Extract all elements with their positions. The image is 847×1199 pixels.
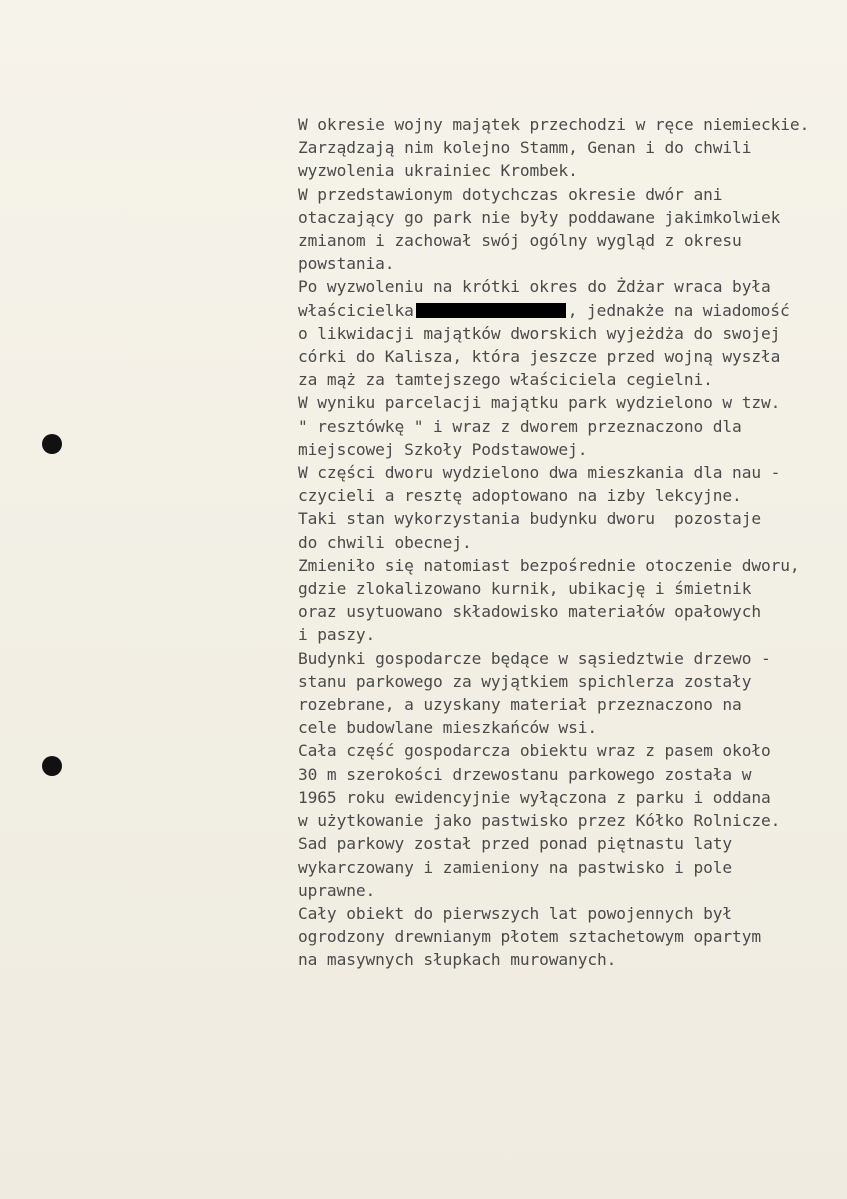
text-line: W części dworu wydzielono dwa mieszkania dla nau - [298, 463, 781, 483]
typewritten-text [298, 113, 843, 972]
text-line: 30 m szerokości drzewostanu parkowego została w [298, 764, 752, 784]
text-line: czycieli a resztę adoptowano na izby lekcyjne. [298, 486, 742, 506]
text-line: córki do Kalisza, która jeszcze przed wojną wyszła [298, 347, 781, 367]
text-line: 1965 roku ewidencyjnie wyłączona z parku i oddana [298, 787, 771, 807]
punch-hole-top [42, 434, 62, 454]
text-segment: , jednakże na wiadomość [567, 300, 790, 320]
text-line: Zarządzają nim kolejno Stamm, Genan i do chwili [298, 138, 752, 158]
text-line: Cały obiekt do pierwszych lat powojennych był [298, 903, 733, 923]
text-line: i paszy. [298, 625, 376, 645]
text-line: miejscowej Szkoły Podstawowej. [298, 439, 588, 459]
text-line: otaczający go park nie były poddawane jakimkolwiek [298, 207, 781, 227]
text-line: gdzie zlokalizowano kurnik, ubikację i śmietnik [298, 579, 752, 599]
text-line: powstania. [298, 254, 395, 274]
text-line: ogrodzony drewnianym płotem sztachetowym opartym [298, 927, 761, 947]
text-line: do chwili obecnej. [298, 532, 472, 552]
text-line: Taki stan wykorzystania budynku dworu pozostaje [298, 509, 761, 529]
text-line: w użytkowanie jako pastwisko przez Kółko Rolnicze. [298, 811, 781, 831]
text-line: wykarczowany i zamieniony na pastwisko i pole [298, 857, 733, 877]
text-line: o likwidacji majątków dworskich wyjeżdża do swojej [298, 323, 781, 343]
redaction-bar [416, 303, 566, 318]
text-line: oraz usytuowano składowisko materiałów opałowych [298, 602, 761, 622]
text-line: Zmieniło się natomiast bezpośrednie otoczenie dworu, [298, 555, 800, 575]
text-line: Cała część gospodarcza obiektu wraz z pasem około [298, 741, 771, 761]
text-line: cele budowlane mieszkańców wsi. [298, 718, 598, 738]
text-line: zmianom i zachował swój ogólny wygląd z okresu [298, 231, 742, 251]
text-line: wyzwolenia ukrainiec Krombek. [298, 161, 578, 181]
text-segment: właścicielka [298, 300, 414, 320]
text-line: za mąż za tamtejszego właściciela cegielni. [298, 370, 713, 390]
text-line: rozebrane, a uzyskany materiał przeznaczono na [298, 695, 742, 715]
text-line: Po wyzwoleniu na krótki okres do Żdżar wraca była [298, 277, 771, 297]
text-line: " resztówkę " i wraz z dworem przeznaczono dla [298, 416, 742, 436]
text-line: Budynki gospodarcze będące w sąsiedztwie drzewo - [298, 648, 771, 668]
text-line: na masywnych słupkach murowanych. [298, 950, 617, 970]
text-line: W okresie wojny majątek przechodzi w ręce niemieckie. [298, 115, 810, 134]
punch-hole-bottom [42, 756, 62, 776]
text-line: W wyniku parcelacji majątku park wydzielono w tzw. [298, 393, 781, 413]
text-line: stanu parkowego za wyjątkiem spichlerza zostały [298, 671, 752, 691]
text-line: Sad parkowy został przed ponad piętnastu laty [298, 834, 733, 854]
text-line: W przedstawionym dotychczas okresie dwór ani [298, 184, 723, 204]
text-line: uprawne. [298, 880, 376, 900]
text-line-redacted [298, 299, 843, 322]
